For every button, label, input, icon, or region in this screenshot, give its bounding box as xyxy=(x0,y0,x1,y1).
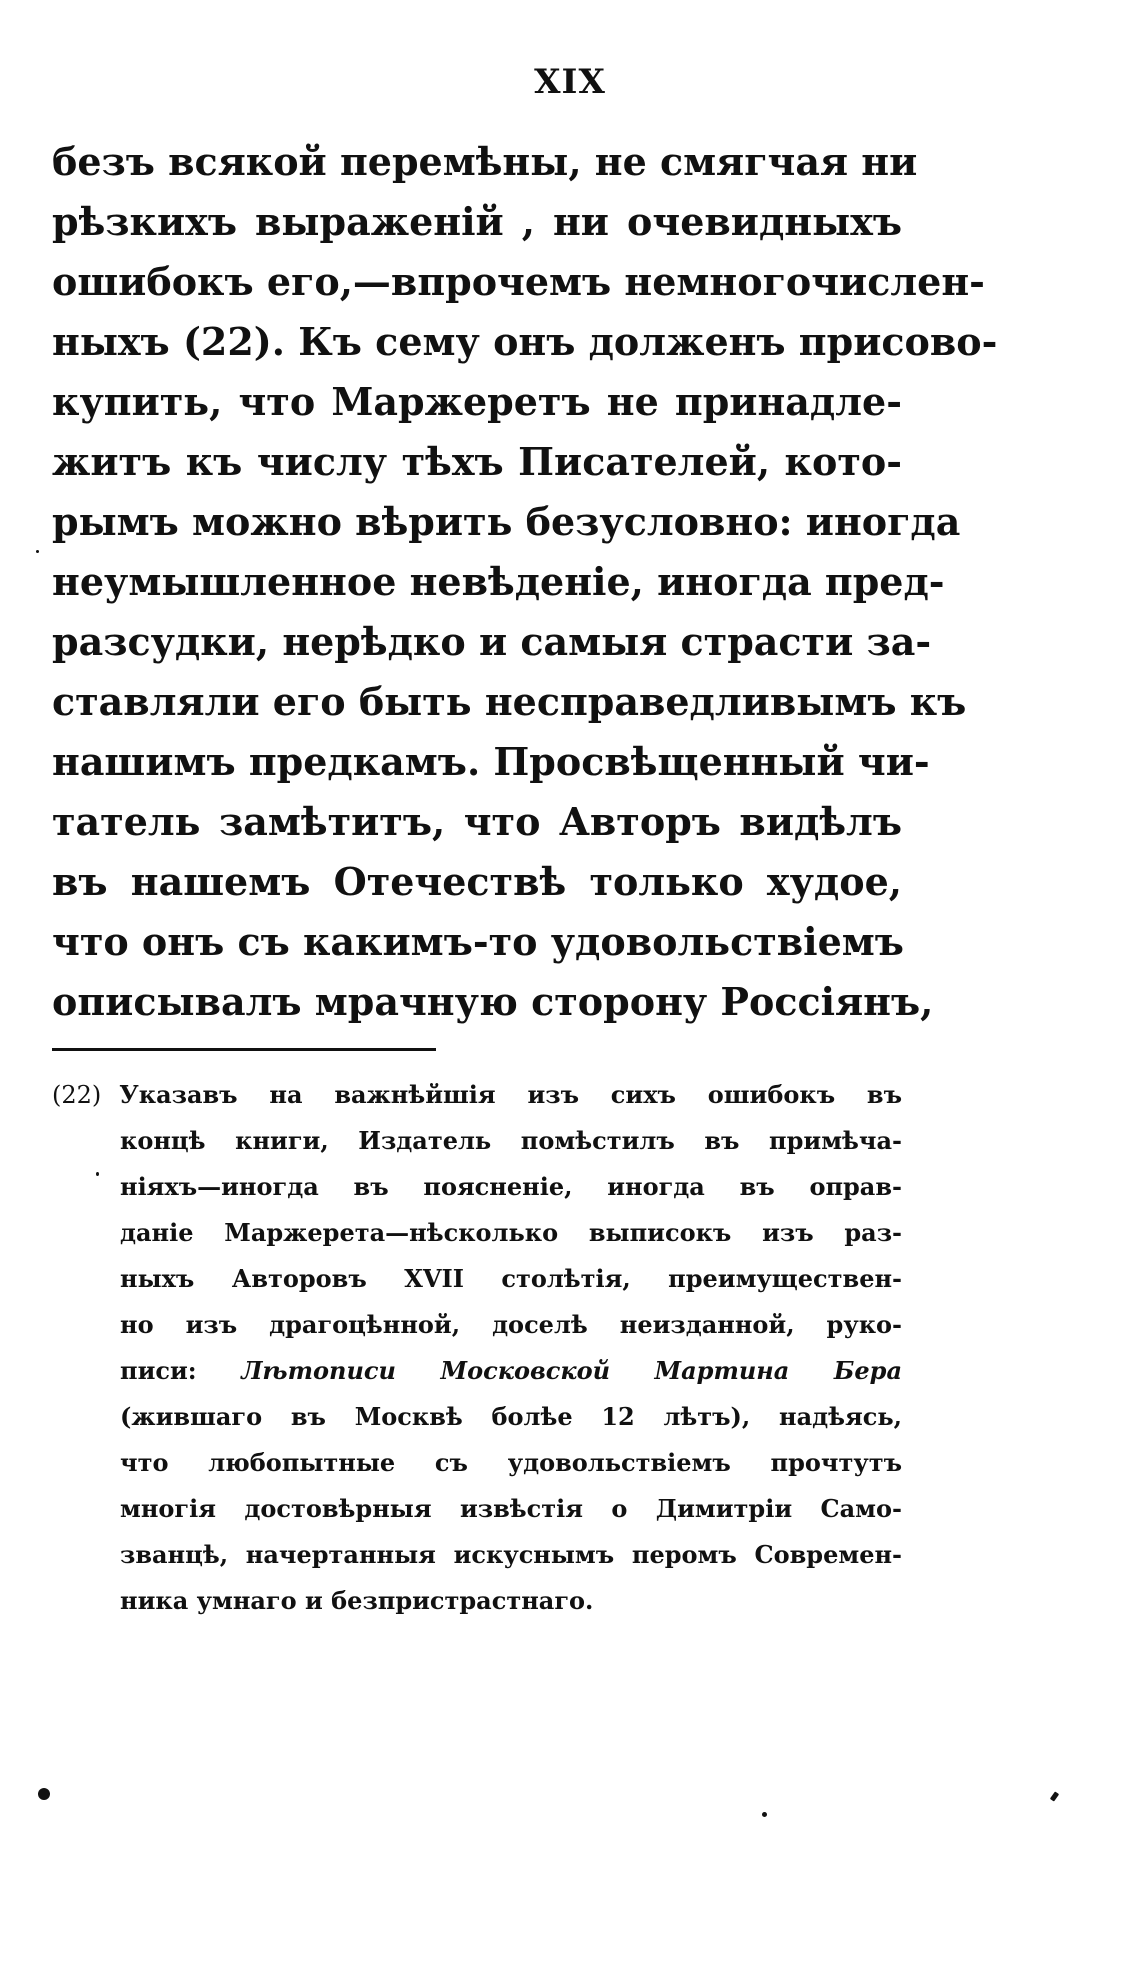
text-line: ошибокъ его,—впрочемъ немногочислен- xyxy=(52,259,985,304)
print-speck xyxy=(762,1812,767,1817)
footnote-line: даніе Маржерета—нѣсколько выписокъ изъ раз- xyxy=(120,1218,902,1247)
text-line: нашимъ предкамъ. Просвѣщенный чи- xyxy=(52,739,930,784)
footnote xyxy=(52,1072,902,1624)
footnote-italic-title: Лѣтописи Московской Мартина Бера xyxy=(241,1356,902,1385)
text-line: купить, что Маржеретъ не принадле- xyxy=(52,379,902,424)
text-line: въ нашемъ Отечествѣ только худое, xyxy=(52,859,902,904)
footnote-line: (жившаго въ Москвѣ болѣе 12 лѣтъ), надѣясь, xyxy=(120,1402,902,1431)
text-line: рѣзкихъ выраженій , ни очевидныхъ xyxy=(52,199,902,244)
print-speck xyxy=(1050,1791,1059,1801)
text-line: рымъ можно вѣрить безусловно: иногда xyxy=(52,499,961,544)
footnote-line: что любопытные съ удовольствіемъ прочтутъ xyxy=(120,1448,902,1477)
print-speck xyxy=(38,1788,50,1800)
footnote-line: ніяхъ—иногда въ поясненіе, иногда въ оправ- xyxy=(120,1172,902,1201)
text-line: татель замѣтитъ, что Авторъ видѣлъ xyxy=(52,799,902,844)
text-line: ныхъ (22). Къ сему онъ долженъ присово- xyxy=(52,319,998,364)
footnote-text: писи: xyxy=(120,1356,197,1385)
footnote-line: но изъ драгоцѣнной, доселѣ неизданной, руко- xyxy=(120,1310,902,1339)
text-line: безъ всякой перемѣны, не смягчая ни xyxy=(52,139,918,184)
footnote-line: званцѣ, начертанныя искуснымъ перомъ Современ- xyxy=(120,1540,902,1569)
text-line: ставляли его быть несправедливымъ къ xyxy=(52,679,967,724)
footnote-line xyxy=(52,1072,902,1118)
footnote-line: ника умнаго и безпристрастнаго. xyxy=(120,1586,594,1615)
text-line: разсудки, нерѣдко и самыя страсти за- xyxy=(52,619,932,664)
footnote-line: многія достовѣрныя извѣстія о Димитріи Само- xyxy=(120,1494,902,1523)
text-line: житъ къ числу тѣхъ Писателей, кото- xyxy=(52,439,902,484)
footnote-line: концѣ книги, Издатель помѣстилъ въ примѣча- xyxy=(120,1126,902,1155)
text-line: описывалъ мрачную сторону Россіянъ, xyxy=(52,979,934,1024)
footnote-text: Указавъ на важнѣйшія изъ сихъ ошибокъ въ xyxy=(119,1080,902,1109)
footnote-marker: (22) xyxy=(52,1081,102,1109)
text-line: что онъ съ какимъ-то удовольствіемъ xyxy=(52,919,904,964)
footnote-line xyxy=(120,1348,902,1394)
main-text xyxy=(52,132,998,1032)
text-line: неумышленное невѣденіе, иногда пред- xyxy=(52,559,945,604)
page-number: XIX xyxy=(534,62,606,102)
print-speck xyxy=(36,550,39,553)
footnote-line: ныхъ Авторовъ XVII столѣтія, преимуществен- xyxy=(120,1264,902,1293)
print-speck xyxy=(96,1172,99,1176)
footnote-separator-rule xyxy=(52,1048,436,1051)
